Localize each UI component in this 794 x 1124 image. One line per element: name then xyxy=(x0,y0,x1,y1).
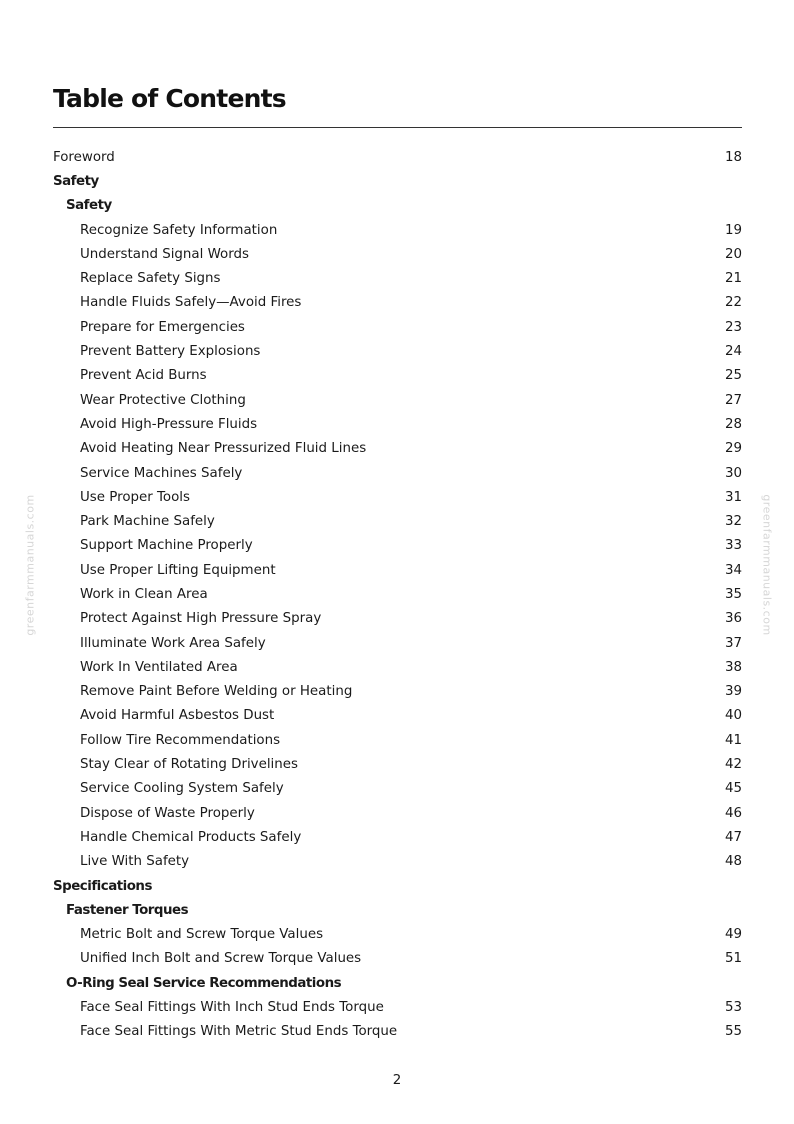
toc-entry-label: Use Proper Tools xyxy=(80,489,191,505)
toc-section-heading[interactable] xyxy=(53,971,742,995)
toc-entry-page: 40 xyxy=(724,708,742,724)
toc-entry-label: Use Proper Lifting Equipment xyxy=(80,562,276,578)
toc-entry-page: 45 xyxy=(724,781,742,797)
toc-entry-label: Stay Clear of Rotating Drivelines xyxy=(80,757,298,773)
toc-entry-label: Handle Fluids Safely—Avoid Fires xyxy=(80,295,302,311)
toc-entry[interactable] xyxy=(53,923,742,947)
toc-entry[interactable] xyxy=(53,752,742,776)
toc-entry-label: Prevent Acid Burns xyxy=(80,368,207,384)
toc-entry-label: Replace Safety Signs xyxy=(80,271,221,287)
toc-entry-page: 55 xyxy=(724,1024,742,1040)
toc-entry[interactable] xyxy=(53,266,742,290)
toc-entry-label: Safety xyxy=(53,173,99,189)
toc-entry-page: 38 xyxy=(724,659,742,675)
toc-entry[interactable] xyxy=(53,777,742,801)
toc-entry[interactable] xyxy=(53,801,742,825)
toc-entry[interactable] xyxy=(53,291,742,315)
toc-entry[interactable] xyxy=(53,728,742,752)
toc-entry-label: Prepare for Emergencies xyxy=(80,319,245,335)
toc-entry-label: Understand Signal Words xyxy=(80,246,249,262)
toc-entry-page: 20 xyxy=(724,246,742,262)
toc-section-heading[interactable] xyxy=(53,194,742,218)
watermark-text-left: greenfarmmanuals.com xyxy=(23,494,37,636)
toc-entry-page: 18 xyxy=(724,149,742,165)
toc-entry-label: Recognize Safety Information xyxy=(80,222,278,238)
toc-entry-page: 24 xyxy=(724,344,742,360)
toc-entry-label: Service Cooling System Safely xyxy=(80,781,284,797)
toc-entry-label: Follow Tire Recommendations xyxy=(80,732,281,748)
toc-list xyxy=(53,145,742,1044)
toc-entry-label: Park Machine Safely xyxy=(80,514,215,530)
toc-section-heading[interactable] xyxy=(53,898,742,922)
toc-entry[interactable] xyxy=(53,850,742,874)
toc-entry-page: 33 xyxy=(724,538,742,554)
toc-entry-label: Handle Chemical Products Safely xyxy=(80,829,302,845)
toc-entry-page: 37 xyxy=(724,635,742,651)
toc-entry[interactable] xyxy=(53,558,742,582)
toc-entry-label: Work In Ventilated Area xyxy=(80,659,238,675)
toc-entry-label: Remove Paint Before Welding or Heating xyxy=(80,684,353,700)
toc-entry[interactable] xyxy=(53,582,742,606)
toc-entry[interactable] xyxy=(53,388,742,412)
toc-entry[interactable] xyxy=(53,704,742,728)
toc-entry-page: 19 xyxy=(724,222,742,238)
toc-entry-label: Metric Bolt and Screw Torque Values xyxy=(80,927,324,943)
toc-entry-page: 34 xyxy=(724,562,742,578)
toc-entry-page: 29 xyxy=(724,441,742,457)
toc-entry-page: 27 xyxy=(724,392,742,408)
toc-entry[interactable] xyxy=(53,461,742,485)
toc-entry-page: 41 xyxy=(724,732,742,748)
toc-entry-page: 46 xyxy=(724,805,742,821)
toc-entry[interactable] xyxy=(53,509,742,533)
toc-entry-label: Foreword xyxy=(53,149,115,165)
toc-entry-label: Specifications xyxy=(53,878,152,894)
toc-entry-page: 51 xyxy=(724,951,742,967)
toc-entry[interactable] xyxy=(53,607,742,631)
toc-entry-label: Prevent Battery Explosions xyxy=(80,344,261,360)
watermark-text-right: greenfarmmanuals.com xyxy=(760,494,774,636)
toc-entry-label: Illuminate Work Area Safely xyxy=(80,635,266,651)
toc-entry-label: O-Ring Seal Service Recommendations xyxy=(66,975,342,991)
toc-entry-page: 48 xyxy=(724,854,742,870)
toc-entry[interactable] xyxy=(53,995,742,1019)
toc-entry-label: Face Seal Fittings With Metric Stud Ends Torque xyxy=(80,1024,398,1040)
toc-entry[interactable] xyxy=(53,947,742,971)
toc-entry[interactable] xyxy=(53,315,742,339)
toc-entry-page: 21 xyxy=(724,271,742,287)
toc-entry-label: Work in Clean Area xyxy=(80,586,208,602)
toc-entry-label: Protect Against High Pressure Spray xyxy=(80,611,322,627)
toc-entry-label: Avoid Harmful Asbestos Dust xyxy=(80,708,275,724)
toc-entry-page: 42 xyxy=(724,757,742,773)
toc-entry[interactable] xyxy=(53,242,742,266)
toc-entry[interactable] xyxy=(53,339,742,363)
toc-entry-page: 31 xyxy=(724,489,742,505)
toc-entry-page: 39 xyxy=(724,684,742,700)
toc-entry-page: 32 xyxy=(724,514,742,530)
toc-entry-label: Support Machine Properly xyxy=(80,538,253,554)
toc-entry-label: Avoid Heating Near Pressurized Fluid Lines xyxy=(80,441,367,457)
toc-entry[interactable] xyxy=(53,437,742,461)
toc-entry-page: 23 xyxy=(724,319,742,335)
toc-entry-page: 25 xyxy=(724,368,742,384)
toc-entry-label: Fastener Torques xyxy=(66,902,189,918)
toc-entry[interactable] xyxy=(53,218,742,242)
toc-entry[interactable] xyxy=(53,1020,742,1044)
toc-entry-page: 28 xyxy=(724,416,742,432)
toc-entry-label: Face Seal Fittings With Inch Stud Ends Torque xyxy=(80,1000,384,1016)
toc-entry-label: Wear Protective Clothing xyxy=(80,392,246,408)
toc-section-heading[interactable] xyxy=(53,874,742,898)
title-divider xyxy=(53,127,742,128)
toc-entry-label: Service Machines Safely xyxy=(80,465,243,481)
toc-entry-page: 53 xyxy=(724,1000,742,1016)
toc-entry-page: 49 xyxy=(724,927,742,943)
toc-entry[interactable] xyxy=(53,412,742,436)
toc-entry[interactable] xyxy=(53,631,742,655)
toc-entry-page: 47 xyxy=(724,829,742,845)
toc-entry[interactable] xyxy=(53,680,742,704)
toc-entry-label: Avoid High-Pressure Fluids xyxy=(80,416,258,432)
toc-entry[interactable] xyxy=(53,655,742,679)
toc-entry-page: 35 xyxy=(724,586,742,602)
toc-entry-label: Safety xyxy=(66,198,112,214)
toc-entry[interactable] xyxy=(53,145,742,169)
toc-entry[interactable] xyxy=(53,534,742,558)
page-title: Table of Contents xyxy=(53,84,286,113)
toc-section-heading[interactable] xyxy=(53,169,742,193)
toc-entry[interactable] xyxy=(53,485,742,509)
toc-entry-page: 22 xyxy=(724,295,742,311)
toc-entry[interactable] xyxy=(53,364,742,388)
toc-entry[interactable] xyxy=(53,825,742,849)
toc-entry-label: Live With Safety xyxy=(80,854,190,870)
toc-entry-page: 36 xyxy=(724,611,742,627)
toc-entry-page: 30 xyxy=(724,465,742,481)
toc-entry-label: Dispose of Waste Properly xyxy=(80,805,255,821)
toc-entry-label: Unified Inch Bolt and Screw Torque Values xyxy=(80,951,362,967)
page-number: 2 xyxy=(392,1073,402,1088)
